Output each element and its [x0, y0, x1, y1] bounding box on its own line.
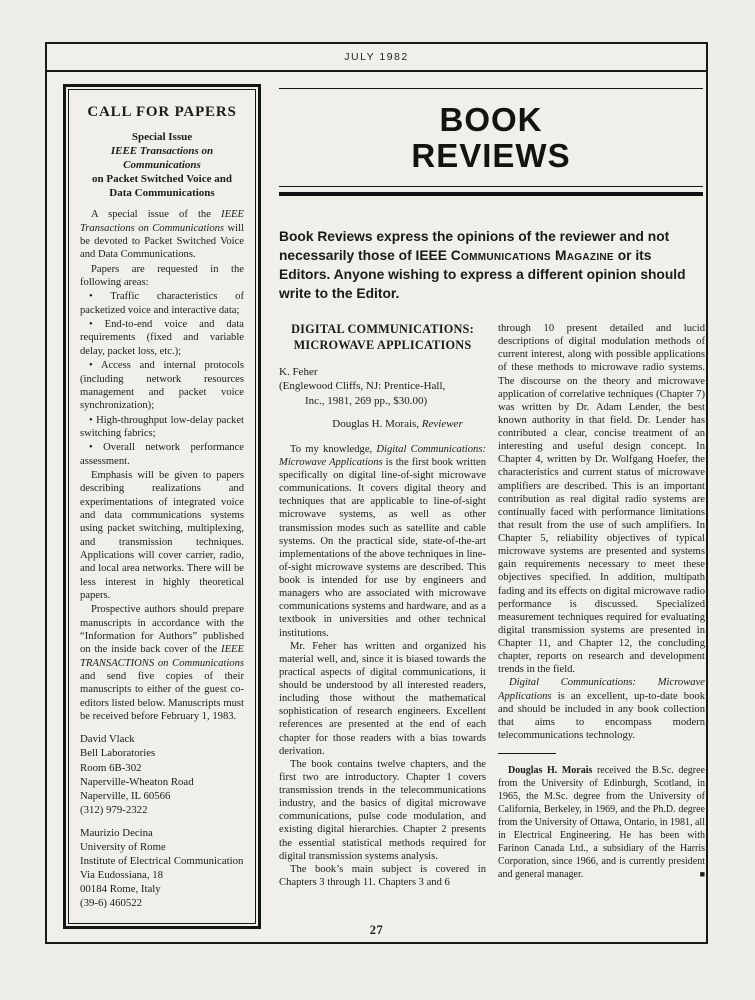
section-title-line1: BOOK	[439, 101, 543, 138]
call-for-papers-inner	[68, 89, 256, 924]
book-reviews-header	[279, 88, 703, 196]
contact-city: Naperville, IL 60566	[80, 789, 171, 802]
cfp-bullet-item: • High-throughput low-delay packet switching fabrics;	[80, 414, 244, 439]
section-title	[279, 102, 703, 175]
reviewer-bio	[498, 764, 705, 881]
cfp-subtitle-line: Special Issue	[131, 131, 193, 143]
cfp-contact-vlack	[80, 732, 244, 816]
review-paragraph-2: Mr. Feher has written and organized his material well, and, since it is biased towards the practical aspects of digital communications, it should be understood by all interested readers, including those without the mathematical sophistication of research engineers. Excellent references are presented at the end of each chapter for those readers with a bias towards derivation.	[279, 640, 486, 757]
review-column-right	[498, 322, 705, 914]
cfp-intro-pre: A special issue of the	[91, 209, 222, 221]
review-book-title	[279, 322, 486, 354]
review-paragraph-5: through 10 present detailed and lucid descriptions of digital modulation methods of current interest, along with possible applications of these methods to microwave radio systems. The discourse on the theory and microwave application of correlative techniques (Chapter 7) was written by Dr. Adam Lender, the best known authority in that field. Dr. Lender has contributed a clear, concise treatment of an interesting and useful design concept. In Chapter 4, written by Dr. Wolfgang Hoefer, the characteristics and current status of microwave amplifiers are described. This is an important contribution as real digital radio systems are continually faced with performance limitations that result from the use of such amplifiers. In Chapter 5, reliability objectives of typical microwave systems are presented and systems gain requirements necessary to meet these objectives specified. In addition, multipath fading and its effects on digital microwave radio performance is discussed. Specialized measurement techniques required for evaluating digital transmission systems are presented in Chapter 11, and Chapter 12, the concluding chapter, reports on research and development trends in the field.	[498, 323, 705, 676]
cfp-instructions-pre: Prospective authors should prepare manuscripts in accordance with the “Information for Authors” published on the inside back cover of the	[80, 604, 244, 656]
end-of-article-square-icon: ■	[699, 869, 705, 879]
cfp-bullet-item: • Overall network performance assessment.	[80, 442, 244, 467]
contact-org: University of Rome	[80, 840, 166, 853]
review-publisher-line1: (Englewood Cliffs, NJ: Prentice-Hall,	[279, 380, 446, 393]
reviewer-label: Reviewer	[421, 417, 463, 430]
cfp-intro-paragraph	[80, 208, 244, 261]
reviewer-name: Douglas H. Morais,	[332, 417, 422, 430]
header-rule-bottom-thin	[279, 186, 703, 187]
cfp-instructions-paragraph	[80, 603, 244, 723]
p6-rest: is an excellent, up-to-date book and should be included in any book collection that aims to encompass modern telecommunications technology.	[498, 690, 705, 741]
contact-street: Naperville-Wheaton Road	[80, 775, 194, 788]
p1-pre: To my knowledge,	[290, 443, 377, 455]
cfp-contact-decina	[80, 826, 244, 910]
cfp-emphasis-paragraph: Emphasis will be given to papers describing realizations and experimentations of integrated voice and data communications systems using packet switching, multiplexing, and transmission techniques. Applications will cover carrier, radio, and local area networks. There will be less interest in highly theoretical papers.	[80, 469, 244, 602]
cfp-bullet-item: • End-to-end voice and data requirements (fixed and variable delay, packet loss, etc.);	[80, 319, 244, 357]
contact-institute: Institute of Electrical Communication	[80, 854, 244, 867]
review-paragraph-6	[498, 676, 705, 742]
header-rule-top	[279, 88, 703, 89]
disclaimer-magazine-name: Communications Magazine	[450, 247, 614, 263]
cfp-subtitle-line: IEEE Transactions on	[110, 145, 214, 158]
cfp-bullet-item: • Access and internal protocols (including network resources management and packet voice synchronization);	[80, 360, 244, 412]
review-book-title-line2: MICROWAVE APPLICATIONS	[293, 337, 472, 352]
disclaimer-part1: Book Reviews express the opinions of the reviewer and not necessarily those of IEEE	[279, 229, 670, 263]
contact-phone: (312) 979-2322	[80, 803, 148, 816]
reviews-disclaimer	[279, 228, 703, 304]
cfp-bullet-item: • Traffic characteristics of packetized voice and interactive data;	[80, 291, 244, 316]
p6-book-title: Digital Communications: Microwave Applications	[498, 677, 705, 702]
review-columns	[279, 322, 705, 914]
cfp-title: CALL FOR PAPERS	[87, 104, 237, 120]
review-paragraph-3: The book contains twelve chapters, and the first two are introductory. Chapter 1 covers transmission trends in the telecommunications industry, and the basics of digital microwave communications, pulse code modulation, and existing digital hierarchies. Chapter 2 presents the essential statistical methods required for digital transmission systems analysis.	[279, 758, 486, 862]
cfp-subtitle-line: Data Communications	[109, 187, 215, 200]
review-column-left	[279, 322, 486, 914]
review-book-title-line1: DIGITAL COMMUNICATIONS:	[291, 322, 474, 336]
page-header	[47, 44, 706, 72]
review-publisher-line2: Inc., 1981, 269 pp., $30.00)	[305, 394, 428, 407]
contact-name: David Vlack	[80, 733, 135, 746]
cfp-subtitle	[80, 130, 244, 200]
p1-book-title: Digital Communications: Microwave Applications	[279, 443, 486, 468]
bio-separator-rule	[498, 753, 556, 754]
cfp-subtitle-line: on Packet Switched Voice and	[92, 173, 232, 186]
contact-phone: (39-6) 460522	[80, 896, 143, 909]
cfp-instructions-rest: and send five copies of their manuscripts to either of the guest co-editors listed below. Manuscripts must be received before February 1, 1983.	[80, 671, 244, 723]
contact-room: Room 6B-302	[80, 761, 142, 774]
p1-rest: is the first book written specifically on digital line-of-sight microwave communications. It covers digital theory and techniques that are applicable to line-of-sight microwave systems, as well as other transmission modes such as satellite and cable systems. On the practical side, state-of-the-art implementations of the above techniques in line-of-sight microwave systems are described. This book is intended for use by engineers and managers who are associated with microwave communications systems and hardware, and as a textbook in universities and other technical institutions.	[279, 456, 486, 639]
review-paragraph-1	[279, 443, 486, 640]
cfp-request-line: Papers are requested in the following areas:	[80, 263, 244, 289]
header-rule-bottom-thick	[279, 192, 703, 196]
contact-city: 00184 Rome, Italy	[80, 882, 161, 895]
header-date: JULY 1982	[344, 51, 409, 63]
page-frame	[45, 42, 708, 944]
cfp-instructions-journal-title: IEEE TRANSACTIONS on Communications	[80, 644, 244, 669]
bio-text: received the B.Sc. degree from the University of Edinburgh, Scotland, in 1965, the M.Sc. degree from the University of California, Berkeley, in 1969, and the Ph.D. degree from the University of Ottawa, Ontario, in 1981, all in Electrical Engineering. He has been with Farinon Canada Ltd., a subsidiary of the Harris Corporation, since 1966, and is currently president and general manager.	[498, 765, 705, 880]
cfp-intro-journal-title: IEEE Transactions on Communications	[80, 209, 244, 234]
bio-name: Douglas H. Morais	[508, 765, 593, 776]
contact-org: Bell Laboratories	[80, 747, 156, 760]
review-book-author: K. Feher	[279, 365, 318, 378]
section-title-line2: REVIEWS	[411, 137, 571, 175]
disclaimer-part2: or its Editors. Anyone wishing to express a different opinion should write to the Editor.	[279, 247, 686, 301]
cfp-intro-rest: will be devoted to Packet Switched Voice and Data Communications.	[80, 222, 244, 261]
cfp-subtitle-line: Communications	[123, 159, 201, 172]
call-for-papers-box	[63, 84, 261, 929]
review-paragraph-4: The book’s main subject is covered in Chapters 3 through 11. Chapters 3 and 6	[279, 863, 486, 888]
page-number: 27	[369, 923, 384, 937]
review-reviewer-line	[309, 418, 486, 430]
contact-name: Maurizio Decina	[80, 826, 153, 839]
contact-street: Via Eudossiana, 18	[80, 868, 164, 881]
